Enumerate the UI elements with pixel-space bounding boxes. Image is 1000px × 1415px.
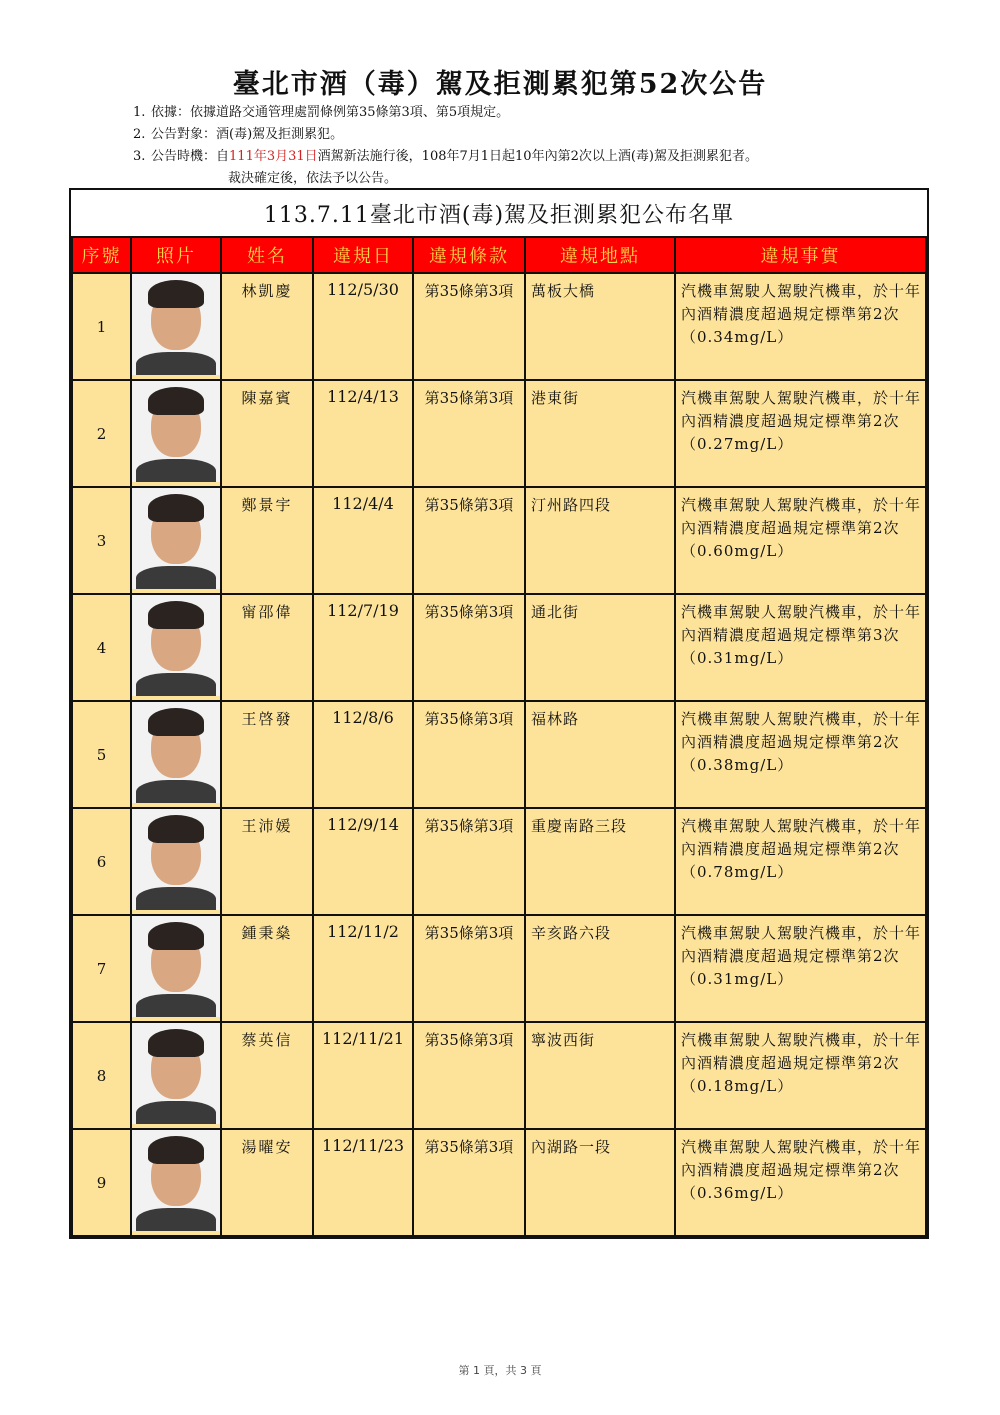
violation-date: 112/11/23	[313, 1129, 413, 1236]
photo-hair-shape	[148, 1136, 204, 1164]
note-basis	[133, 102, 758, 124]
header-photo: 照片	[131, 238, 221, 273]
table-row	[72, 1022, 926, 1129]
table-row	[72, 701, 926, 808]
photo-hair-shape	[148, 815, 204, 843]
table-row	[72, 594, 926, 701]
table-row	[72, 380, 926, 487]
offender-photo	[132, 274, 220, 375]
violation-law: 第35條第3項	[413, 1022, 525, 1129]
violation-location: 港東街	[525, 380, 675, 487]
offender-photo	[132, 1023, 220, 1124]
serial-number: 6	[72, 808, 131, 915]
note-number: 1.	[133, 105, 146, 120]
photo-hair-shape	[148, 280, 204, 308]
photo-cell	[131, 273, 221, 380]
header-row	[72, 238, 926, 273]
photo-cell	[131, 487, 221, 594]
photo-cell	[131, 808, 221, 915]
note-timing	[133, 146, 758, 168]
photo-body-shape	[136, 352, 216, 375]
photo-cell	[131, 915, 221, 1022]
offender-name: 鄭景宇	[221, 487, 313, 594]
serial-number: 5	[72, 701, 131, 808]
table-row	[72, 808, 926, 915]
violation-law: 第35條第3項	[413, 380, 525, 487]
offender-list-table	[69, 188, 929, 1239]
violation-location: 萬板大橋	[525, 273, 675, 380]
header-fact: 違規事實	[675, 238, 926, 273]
violation-fact: 汽機車駕駛人駕駛汽機車，於十年內酒精濃度超過規定標準第2次（0.31mg/L）	[675, 915, 926, 1022]
header-serial: 序號	[72, 238, 131, 273]
note-label: 公告時機：	[151, 149, 217, 164]
offender-photo	[132, 809, 220, 910]
offender-table	[71, 238, 927, 1237]
offender-photo	[132, 488, 220, 589]
violation-date: 112/9/14	[313, 808, 413, 915]
serial-number: 2	[72, 380, 131, 487]
photo-hair-shape	[148, 387, 204, 415]
violation-location: 通北街	[525, 594, 675, 701]
note-number: 2.	[133, 127, 146, 142]
photo-body-shape	[136, 994, 216, 1017]
photo-body-shape	[136, 887, 216, 910]
violation-law: 第35條第3項	[413, 594, 525, 701]
table-row	[72, 915, 926, 1022]
violation-fact: 汽機車駕駛人駕駛汽機車，於十年內酒精濃度超過規定標準第2次（0.18mg/L）	[675, 1022, 926, 1129]
note-text: 酒駕新法施行後，108年7月1日起10年內第2次以上酒(毒)駕及拒測累犯者。	[317, 149, 758, 164]
note-label: 依據：	[151, 105, 191, 120]
note-label: 公告對象：	[151, 127, 217, 142]
photo-cell	[131, 594, 221, 701]
violation-fact: 汽機車駕駛人駕駛汽機車，於十年內酒精濃度超過規定標準第2次（0.34mg/L）	[675, 273, 926, 380]
table-row	[72, 1129, 926, 1236]
photo-hair-shape	[148, 708, 204, 736]
table-row	[72, 273, 926, 380]
violation-law: 第35條第3項	[413, 487, 525, 594]
photo-body-shape	[136, 1208, 216, 1231]
violation-date: 112/5/30	[313, 273, 413, 380]
violation-law: 第35條第3項	[413, 273, 525, 380]
violation-fact: 汽機車駕駛人駕駛汽機車，於十年內酒精濃度超過規定標準第2次（0.27mg/L）	[675, 380, 926, 487]
serial-number: 1	[72, 273, 131, 380]
offender-name: 林凱慶	[221, 273, 313, 380]
note-text: 依據道路交通管理處罰條例第35條第3項、第5項規定。	[190, 105, 510, 120]
photo-body-shape	[136, 459, 216, 482]
table-row	[72, 487, 926, 594]
note-number: 3.	[133, 149, 146, 164]
violation-location: 汀州路四段	[525, 487, 675, 594]
offender-name: 王啓發	[221, 701, 313, 808]
note-continuation: 裁決確定後，依法予以公告。	[228, 171, 398, 186]
violation-fact: 汽機車駕駛人駕駛汽機車，於十年內酒精濃度超過規定標準第2次（0.38mg/L）	[675, 701, 926, 808]
offender-photo	[132, 1130, 220, 1231]
header-location: 違規地點	[525, 238, 675, 273]
offender-name: 湯曜安	[221, 1129, 313, 1236]
violation-date: 112/8/6	[313, 701, 413, 808]
serial-number: 9	[72, 1129, 131, 1236]
violation-date: 112/7/19	[313, 594, 413, 701]
violation-fact: 汽機車駕駛人駕駛汽機車，於十年內酒精濃度超過規定標準第3次（0.31mg/L）	[675, 594, 926, 701]
photo-cell	[131, 701, 221, 808]
page-title: 臺北市酒（毒）駕及拒測累犯第52次公告	[232, 69, 768, 100]
violation-location: 重慶南路三段	[525, 808, 675, 915]
offender-photo	[132, 595, 220, 696]
violation-location: 內湖路一段	[525, 1129, 675, 1236]
header-date: 違規日	[313, 238, 413, 273]
header-name: 姓名	[221, 238, 313, 273]
photo-cell	[131, 1022, 221, 1129]
violation-date: 112/4/13	[313, 380, 413, 487]
offender-photo	[132, 381, 220, 482]
photo-body-shape	[136, 1101, 216, 1124]
note-target	[133, 124, 758, 146]
violation-law: 第35條第3項	[413, 1129, 525, 1236]
offender-name: 蔡英信	[221, 1022, 313, 1129]
violation-fact: 汽機車駕駛人駕駛汽機車，於十年內酒精濃度超過規定標準第2次（0.60mg/L）	[675, 487, 926, 594]
offender-photo	[132, 702, 220, 803]
violation-law: 第35條第3項	[413, 701, 525, 808]
photo-hair-shape	[148, 601, 204, 629]
violation-location: 福林路	[525, 701, 675, 808]
table-title: 113.7.11臺北市酒(毒)駕及拒測累犯公布名單	[71, 190, 927, 238]
header-law: 違規條款	[413, 238, 525, 273]
photo-body-shape	[136, 673, 216, 696]
note-text-prefix: 自	[216, 149, 230, 164]
photo-hair-shape	[148, 1029, 204, 1057]
offender-photo	[132, 916, 220, 1017]
violation-date: 112/11/2	[313, 915, 413, 1022]
photo-body-shape	[136, 780, 216, 803]
violation-law: 第35條第3項	[413, 915, 525, 1022]
note-text: 酒(毒)駕及拒測累犯。	[216, 127, 344, 142]
photo-hair-shape	[148, 922, 204, 950]
photo-cell	[131, 380, 221, 487]
offender-name: 王沛媛	[221, 808, 313, 915]
photo-body-shape	[136, 566, 216, 589]
violation-location: 辛亥路六段	[525, 915, 675, 1022]
violation-date: 112/11/21	[313, 1022, 413, 1129]
offender-name: 陳嘉賓	[221, 380, 313, 487]
offender-name: 甯邵偉	[221, 594, 313, 701]
violation-fact: 汽機車駕駛人駕駛汽機車，於十年內酒精濃度超過規定標準第2次（0.36mg/L）	[675, 1129, 926, 1236]
violation-fact: 汽機車駕駛人駕駛汽機車，於十年內酒精濃度超過規定標準第2次（0.78mg/L）	[675, 808, 926, 915]
page-footer: 第 1 頁，共 3 頁	[458, 1364, 542, 1377]
photo-cell	[131, 1129, 221, 1236]
serial-number: 7	[72, 915, 131, 1022]
announcement-notes	[133, 102, 758, 190]
serial-number: 4	[72, 594, 131, 701]
effective-date-highlight: 111年3月31日	[229, 149, 318, 164]
violation-location: 寧波西街	[525, 1022, 675, 1129]
violation-law: 第35條第3項	[413, 808, 525, 915]
offender-name: 鍾秉燊	[221, 915, 313, 1022]
serial-number: 8	[72, 1022, 131, 1129]
serial-number: 3	[72, 487, 131, 594]
photo-hair-shape	[148, 494, 204, 522]
violation-date: 112/4/4	[313, 487, 413, 594]
